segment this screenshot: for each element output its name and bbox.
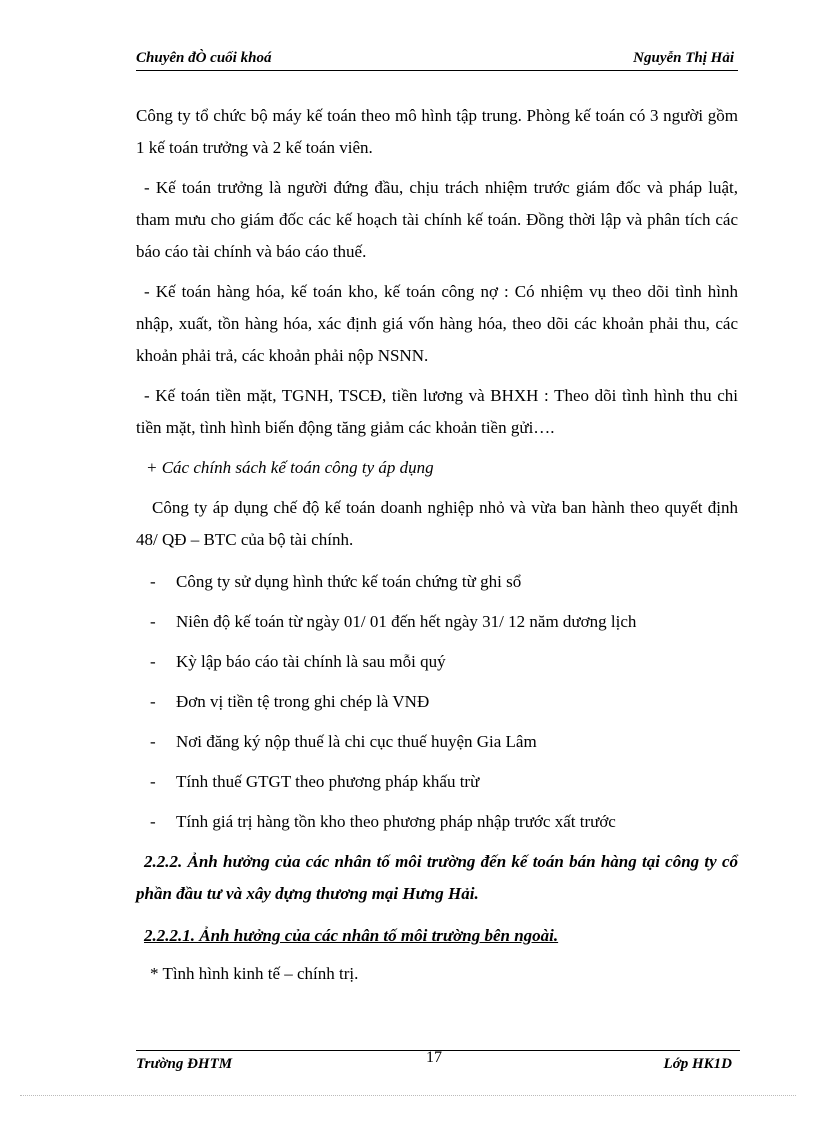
- page-edge-divider: [20, 1095, 796, 1096]
- paragraph-cash-accountant: - Kế toán tiền mặt, TGNH, TSCĐ, tiền lương và BHXH : Theo dõi tình hình thu chi tiền mặt, tình hình biến động tăng giảm các khoản tiền gửi….: [136, 386, 738, 437]
- header-title: Chuyên đÒ cuối khoá: [136, 50, 272, 66]
- policy-heading: + Các chính sách kế toán công ty áp dụng: [146, 458, 434, 477]
- paragraph-org-structure: Công ty tổ chức bộ máy kế toán theo mô hình tập trung. Phòng kế toán có 3 người gồm 1 kế toán trưởng và 2 kế toán viên.: [136, 106, 738, 157]
- paragraph-goods-accountant: - Kế toán hàng hóa, kế toán kho, kế toán công nợ : Có nhiệm vụ theo dõi tình hình nhập, xuất, tồn hàng hóa, xác định giá vốn hàng hóa, theo dõi các khoản phải thu, các khoản phải trả, các khoản phải nộp NSNN.: [136, 282, 738, 365]
- list-item-text: Niên độ kế toán từ ngày 01/ 01 đến hết ngày 31/ 12 năm dương lịch: [176, 612, 637, 631]
- paragraph-chief-accountant: - Kế toán trưởng là người đứng đầu, chịu trách nhiệm trước giám đốc và pháp luật, tham mưu cho giám đốc các kế hoạch tài chính kế toán. Đồng thời lập và phân tích các báo cáo tài chính và báo cáo thuế.: [136, 178, 738, 261]
- policy-paragraph: Công ty áp dụng chế độ kế toán doanh nghiệp nhỏ và vừa ban hành theo quyết định 48/ QĐ – BTC của bộ tài chính.: [136, 498, 738, 549]
- list-item-text: Đơn vị tiền tệ trong ghi chép là VNĐ: [176, 692, 430, 711]
- header-author: Nguyễn Thị Hải: [633, 50, 734, 66]
- subsection-heading: 2.2.2.1. Ảnh hưởng của các nhân tố môi trường bên ngoài.: [144, 926, 559, 945]
- list-item-text: Nơi đăng ký nộp thuế là chi cục thuế huyện Gia Lâm: [176, 732, 537, 751]
- list-item-text: Kỳ lập báo cáo tài chính là sau mỗi quý: [176, 652, 446, 671]
- page-footer: [136, 1050, 740, 1081]
- page-number: 17: [426, 1049, 442, 1066]
- economic-political-line: * Tình hình kinh tế – chính trị.: [150, 964, 359, 983]
- footer-class: Lớp HK1D: [663, 1056, 732, 1072]
- list-item-text: Tính giá trị hàng tồn kho theo phương pháp nhập trước xất trước: [176, 812, 616, 831]
- page-header: [136, 50, 738, 71]
- bullet-dash: -: [150, 652, 156, 671]
- bullet-dash: -: [150, 732, 156, 751]
- footer-school: Trường ĐHTM: [136, 1056, 233, 1072]
- list-item-text: Tính thuế GTGT theo phương pháp khấu trừ: [176, 772, 480, 791]
- list-item-text: Công ty sử dụng hình thức kế toán chứng từ ghi sổ: [176, 572, 522, 591]
- section-heading: 2.2.2. Ảnh hưởng của các nhân tố môi trường đến kế toán bán hàng tại công ty cổ phần đầu tư và xây dựng thương mại Hưng Hải.: [136, 852, 738, 903]
- bullet-dash: -: [150, 812, 156, 831]
- bullet-dash: -: [150, 772, 156, 791]
- bullet-dash: -: [150, 612, 156, 631]
- bullet-dash: -: [150, 572, 156, 591]
- bullet-dash: -: [150, 692, 156, 711]
